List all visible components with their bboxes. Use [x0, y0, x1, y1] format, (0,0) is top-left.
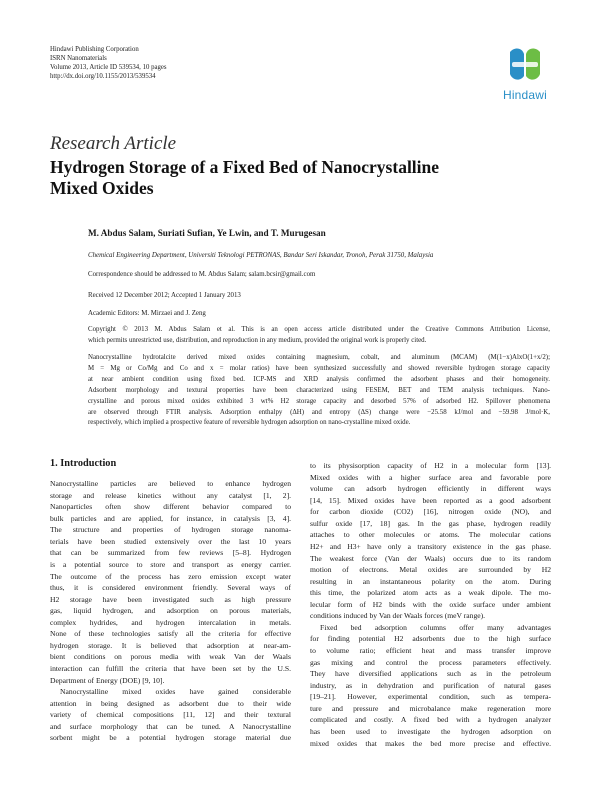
hindawi-logo-icon: [504, 44, 546, 86]
publisher-name: Hindawi Publishing Corporation: [50, 46, 139, 53]
body-line: Fixed bed adsorption columns offer many advantages: [320, 622, 551, 632]
body-line: H2+ and H3+ have only a transitory existence in the gas phase.: [310, 541, 551, 551]
body-line: lecular form of H2 binds with the oxide surface under ambient: [310, 599, 551, 609]
abstract-line: M = Mg or Co/Mg and Co and x = molar ratios) have been synthesized successfully and showed reversible hydrogen storage capacity: [88, 364, 550, 372]
journal-header: [50, 46, 167, 82]
body-line: has been used to investigate the hydrogen adsorption on: [310, 726, 551, 736]
left-column: [50, 478, 291, 744]
body-line: industry, as in dehydration and purification of natural gases: [310, 680, 551, 690]
body-line: thus, it is considered environment friendly. Several ways of: [50, 583, 291, 593]
body-line: volume can adsorb hydrogen efficiently in different ways: [310, 484, 551, 494]
body-line: that can be summarized from few reviews [5–8]. Hydrogen: [50, 548, 291, 558]
body-line: for finding potential H2 adsorbents due to the high surface: [310, 634, 551, 644]
author-list: M. Abdus Salam, Suriati Sufian, Ye Lwin, and T. Murugesan: [88, 228, 326, 238]
body-line: sulfur oxide [17, 18] gas. In the gas phase, hydrogen readily: [310, 518, 551, 528]
body-line: storage and release kinetics without any catalyst [1, 2].: [50, 490, 291, 500]
body-line: ture and pressure and microbalance make regeneration more: [310, 703, 551, 713]
hindawi-logo: [495, 44, 555, 106]
abstract-line: Nanocrystalline hydrotalcite derived mixed oxides containing magnesium, cobalt, and aluminum (MCAM) (M(1−x)AlxO(1+x/2);: [88, 354, 550, 361]
correspondence: Correspondence should be addressed to M. Abdus Salam; salam.bcsir@gmail.com: [88, 271, 316, 278]
body-line: gas, liquid hydrogen, and adsorption on porous materials,: [50, 606, 291, 616]
body-line: complicated and costly. A fixed bed with a hydrogen analyzer: [310, 715, 551, 725]
body-line: Mixed oxides with a higher surface area and favorable pore: [310, 472, 551, 482]
body-line: mixed oxides that makes the bed more precise and effective.: [310, 738, 551, 748]
title-line: Hydrogen Storage of a Fixed Bed of Nanocrystalline: [50, 157, 440, 177]
logo-wordmark: Hindawi: [502, 88, 548, 102]
body-line: motion of electrons. Metal oxides are surrounded by H2: [310, 565, 551, 575]
body-line: The weakest force (Van der Waals) occurs due to its random: [310, 553, 551, 563]
body-line: variety of chemical compositions [11, 12] and their textural: [50, 710, 291, 720]
affiliation: Chemical Engineering Department, Universiti Teknologi PETRONAS, Bandar Seri Iskandar, Tronoh, Perak 31750, Malaysia: [88, 252, 434, 259]
body-line: Department of Energy (DOE) [9, 10].: [50, 675, 165, 685]
doi-link[interactable]: http://dx.doi.org/10.1155/2013/539534: [50, 72, 156, 80]
body-line: attention in being designed as adsorbent due to their wide: [50, 698, 291, 708]
body-line: attaches to other molecules or atoms. The molecular cations: [310, 530, 551, 540]
body-line: to volume ratio; efficient heat and mass transfer improve: [310, 646, 551, 655]
body-line: sorbent might be a potential hydrogen storage material due: [50, 733, 291, 743]
copyright-line: Copyright © 2013 M. Abdus Salam et al. This is an open access article distributed under the Creative Commons Attribution License,: [88, 326, 550, 333]
body-line: [19–21]. However, experimental condition, such as tempera-: [310, 692, 551, 702]
volume-info: Volume 2013, Article ID 539534, 10 pages: [50, 63, 167, 71]
abstract-line: at near ambient condition using fixed bed. ICP-MS and XRD analysis confirmed the adsorbent phases and their homogeneity.: [88, 375, 550, 383]
abstract-line: crystalline and porous mixed oxides exhibited 3 wt% H2 storage capacity and desorbed 57% of adsorbed H2. Spillover phenomena: [88, 397, 550, 405]
abstract: [88, 353, 550, 429]
body-line: [14, 15]. Mixed oxides have been reported as a good adsorbent: [310, 495, 551, 505]
body-line: to its physisorption capacity of H2 in a molecular form [13].: [310, 461, 551, 470]
body-line: terials have been studied extensively over the last 10 years: [50, 536, 291, 546]
body-line: hydrogen storage. It is believed that adsorption at near-am-: [50, 640, 291, 650]
right-column: [310, 460, 551, 749]
abstract-line: are observed through FTIR analysis. Adsorption enthalpy (ΔH) and entropy (ΔS) change were −25.58 kJ/mol and −59.98 J/mol·K,: [88, 408, 550, 416]
body-line: complex hydrides, and hydrogen intercalation in metals.: [50, 617, 291, 627]
body-line: interaction can fulfill the criteria that have been set by the U.S.: [50, 664, 291, 673]
body-line: They have diversified applications such as in the petroleum: [310, 669, 551, 679]
body-line: gas mixing and control the process parameters effectively.: [310, 657, 551, 667]
body-line: resulting in an instantaneous polarity on the atom. During: [310, 576, 551, 586]
body-line: None of these technologies satisfy all the criteria for effective: [50, 629, 291, 639]
academic-editors: Academic Editors: M. Mirzaei and J. Zeng: [88, 310, 206, 317]
body-line: Nanocrystalline mixed oxides have gained considerable: [60, 687, 291, 697]
body-line: is a potential source to store and transport as energy carrier.: [50, 559, 291, 569]
article-type: Research Article: [50, 133, 177, 154]
body-line: Nanocrystalline particles are believed to enhance hydrogen: [50, 479, 291, 488]
body-line: The structure and properties of hydrogen storage nanoma-: [50, 525, 291, 535]
copyright-notice: [88, 324, 550, 346]
body-line: for carbon dioxide (CO2) [16], nitrogen oxide (NO), and: [310, 507, 551, 517]
body-line: this time, the polarized atom acts as a weak dipole. The mo-: [310, 588, 551, 598]
body-line: H2 storage have been investigated such as high pressure: [50, 594, 291, 604]
body-line: The outcome of the process has zero emission except water: [50, 571, 291, 581]
body-line: and surface morphology that can be tuned. A Nanocrystalline: [50, 721, 291, 731]
abstract-line: respectively, which implied a prospective feature of reversible hydrogen adsorption on nano-crystalline mixed oxide.: [88, 419, 411, 427]
copyright-line: which permits unrestricted use, distribution, and reproduction in any medium, provided the original work is properly cited.: [88, 337, 427, 344]
abstract-line: Adsorbent morphology and textural properties have been characterized using FESEM, BET and TEM analysis techniques. Nano-: [88, 386, 550, 394]
body-line: bient conditions on porous media with weak Van der Waals: [50, 652, 291, 662]
received-dates: Received 12 December 2012; Accepted 1 January 2013: [88, 292, 241, 299]
body-line: conditions induced by Van der Waals forces (meV range).: [310, 611, 486, 621]
body-line: bulk particles and are applied, for instance, in catalysis [3, 4].: [50, 513, 291, 523]
body-line: Nanoparticles often show different behavior compared to: [50, 502, 291, 512]
article-title: [50, 157, 520, 199]
section-heading: 1. Introduction: [50, 458, 117, 469]
journal-name: ISRN Nanomaterials: [50, 54, 107, 62]
title-line: Mixed Oxides: [50, 178, 154, 198]
